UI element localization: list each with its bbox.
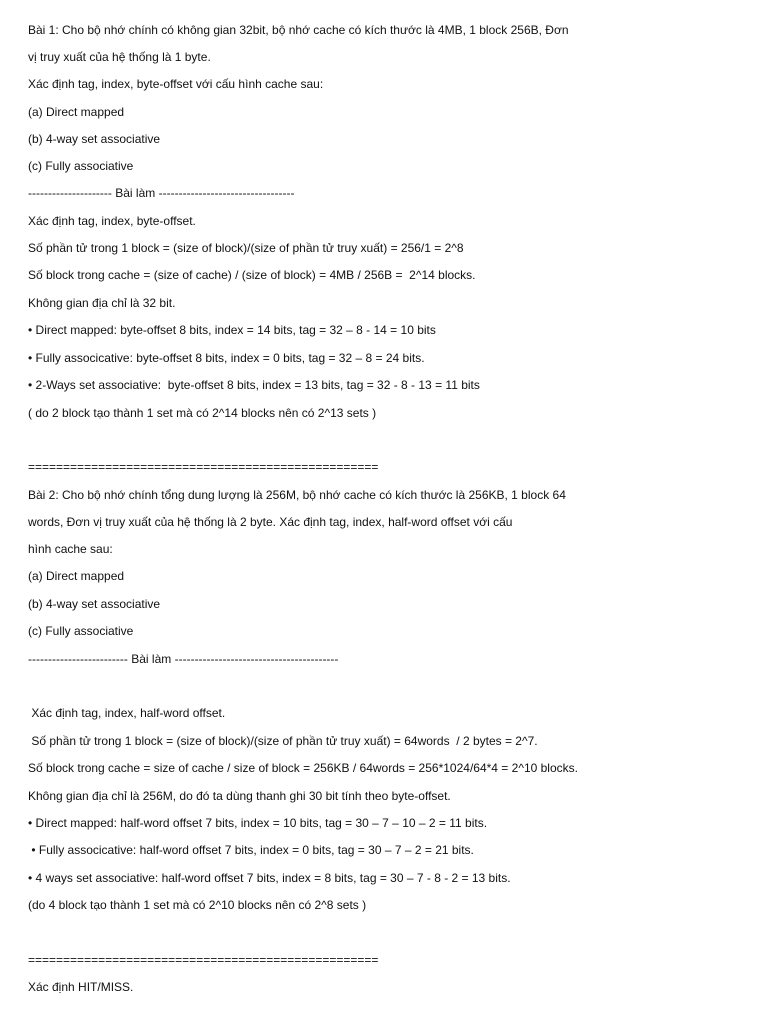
text-line: Số phần tử trong 1 block = (size of block)/(size of phần tử truy xuất) = 256/1 = 2^8 <box>28 241 464 255</box>
bullet-item: • 2-Ways set associative: byte-offset 8 bits, index = 13 bits, tag = 32 - 8 - 13 = 11 bits <box>28 378 480 392</box>
text-line: (b) 4-way set associative <box>28 597 161 611</box>
bullet-item: • Fully associcative: byte-offset 8 bits, index = 0 bits, tag = 32 – 8 = 24 bits. <box>28 351 425 365</box>
text-line: Số block trong cache = (size of cache) / (size of block) = 4MB / 256B = 2^14 blocks. <box>28 268 476 282</box>
text-line: hình cache sau: <box>28 542 113 556</box>
text-line: (c) Fully associative <box>28 624 134 638</box>
bullet-item: • Fully associcative: half-word offset 7 bits, index = 0 bits, tag = 30 – 7 – 2 = 21 bits. <box>28 843 474 857</box>
bullet-item: • Direct mapped: byte-offset 8 bits, index = 14 bits, tag = 32 – 8 - 14 = 10 bits <box>28 323 436 337</box>
section-divider: ------------------------- Bài làm ----------------------------------------- <box>28 652 339 666</box>
section-divider: --------------------- Bài làm ---------------------------------- <box>28 186 295 200</box>
bullet-item: • Direct mapped: half-word offset 7 bits, index = 10 bits, tag = 30 – 7 – 10 – 2 = 11 bits. <box>28 816 488 830</box>
text-line: (a) Direct mapped <box>28 105 125 119</box>
text-line: Số phần tử trong 1 block = (size of block)/(size of phần tử truy xuất) = 64words / 2 bytes = 2^7. <box>28 734 538 748</box>
text-line: Không gian địa chỉ là 32 bit. <box>28 296 176 310</box>
bullet-item: • 4 ways set associative: half-word offset 7 bits, index = 8 bits, tag = 30 – 7 - 8 - 2 = 13 bits. <box>28 871 511 885</box>
text-line: (do 4 block tạo thành 1 set mà có 2^10 blocks nên có 2^8 sets ) <box>28 898 367 912</box>
text-line: Bài 1: Cho bộ nhớ chính có không gian 32bit, bộ nhớ cache có kích thước là 4MB, 1 block 256B, Đơn <box>28 23 569 37</box>
text-line: Số block trong cache = size of cache / size of block = 256KB / 64words = 256*1024/64*4 = 2^10 blocks. <box>28 761 578 775</box>
text-line: Xác định tag, index, half-word offset. <box>28 706 226 720</box>
text-line: Xác định tag, index, byte-offset với cấu hình cache sau: <box>28 77 324 91</box>
section-divider: ================================================== <box>28 953 379 967</box>
section-divider: ================================================== <box>28 460 379 474</box>
text-line: words, Đơn vị truy xuất của hệ thống là 2 byte. Xác định tag, index, half-word offset với cấu <box>28 515 513 529</box>
text-line: (a) Direct mapped <box>28 569 125 583</box>
text-line: Không gian địa chỉ là 256M, do đó ta dùng thanh ghi 30 bit tính theo byte-offset. <box>28 789 451 803</box>
text-line: Xác định tag, index, byte-offset. <box>28 214 196 228</box>
text-line: (b) 4-way set associative <box>28 132 161 146</box>
text-line: Xác định HIT/MISS. <box>28 980 134 994</box>
text-line: Bài 2: Cho bộ nhớ chính tổng dung lượng là 256M, bộ nhớ cache có kích thước là 256KB, 1 block 64 <box>28 488 566 502</box>
text-line: vị truy xuất của hệ thống là 1 byte. <box>28 50 211 64</box>
text-line: (c) Fully associative <box>28 159 134 173</box>
text-line: ( do 2 block tạo thành 1 set mà có 2^14 blocks nên có 2^13 sets ) <box>28 406 377 420</box>
